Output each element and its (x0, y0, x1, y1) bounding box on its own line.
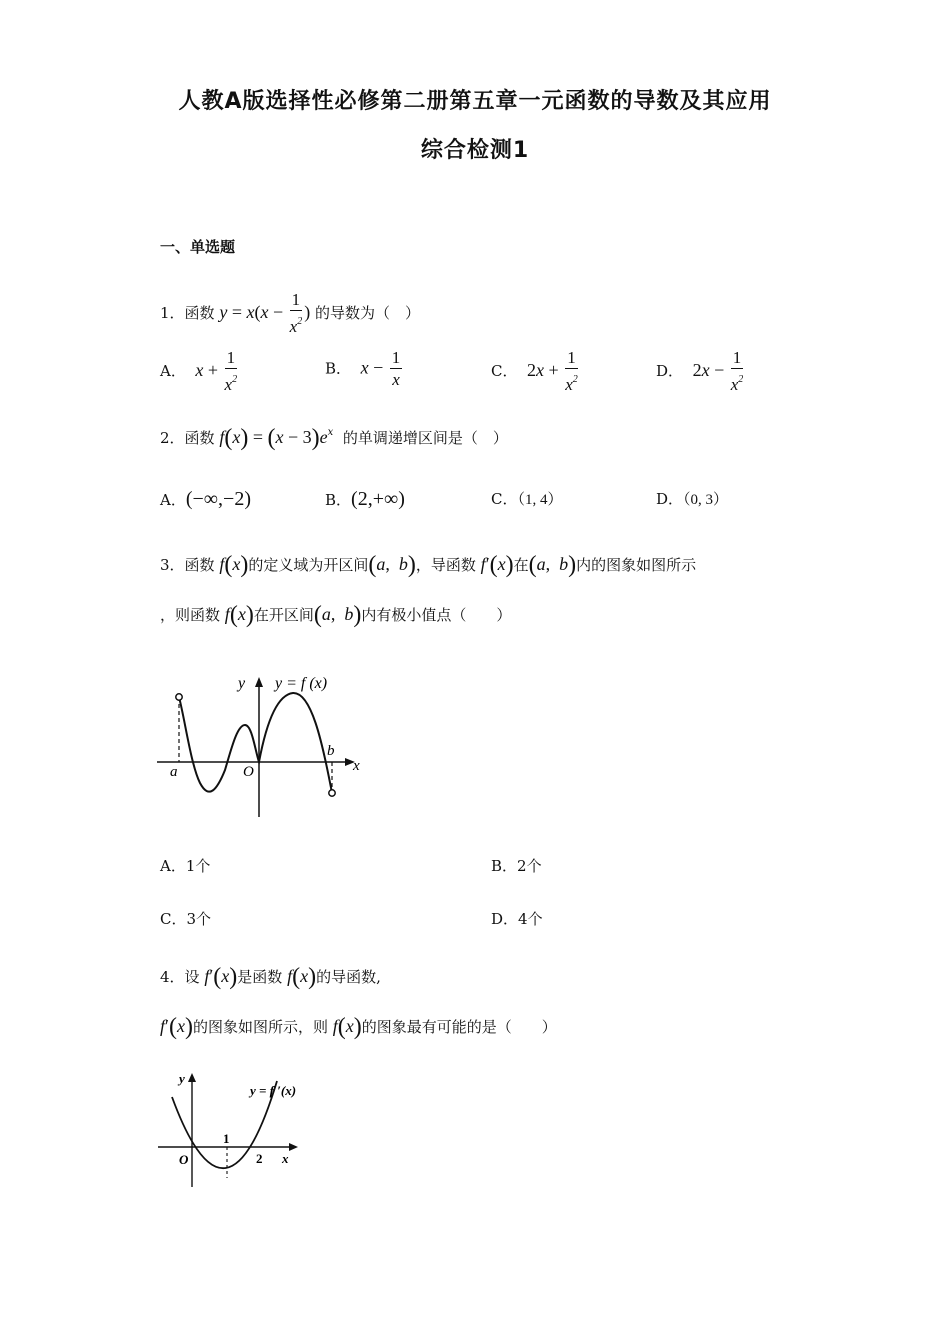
q3-option-a: A．1个 (160, 857, 211, 875)
open-endpoint-a (176, 694, 182, 700)
label-y: y (179, 1071, 185, 1086)
label-a: a (170, 764, 178, 780)
q2-option-c: C．（1, 4） (491, 490, 563, 508)
q4-derivative-graph (155, 1065, 315, 1195)
formula: y (219, 302, 228, 322)
q1-option-a: A． x + $\frac{1}{x^2}$ (160, 348, 238, 394)
label-b: b (327, 743, 335, 759)
label-2: 2 (256, 1151, 263, 1166)
question-3-line1: 3．函数 f(x)的定义域为开区间(a, b)，导函数 f′(x)在(a, b)内的图象如图所示 (160, 552, 697, 578)
fraction: $\frac{1}{x^2}$ (289, 290, 303, 336)
x-axis-arrow (289, 1143, 298, 1151)
label-origin: O (179, 1152, 189, 1167)
question-number: 3． (160, 556, 185, 574)
question-1: 1．函数 y = x(x − $\frac{1}{x^2}$ ) 的导数为（ ） (160, 290, 420, 336)
q1-option-b: B． x − $\frac{1}{x}$ (325, 348, 401, 389)
document-title: 人教A版选择性必修第二册第五章一元函数的导数及其应用 (178, 89, 772, 114)
q1-option-d: D． 2x − $\frac{1}{x^2}$ (656, 348, 744, 394)
q3-derivative-graph (155, 665, 375, 825)
question-number: 4． (160, 968, 185, 986)
q2-option-a: A．(−∞,−2) (160, 488, 251, 510)
label-1: 1 (223, 1131, 230, 1146)
y-axis-arrow (255, 677, 263, 687)
question-3-line2: ，则函数 f(x)在开区间(a, b)内有极小值点（ ） (160, 602, 512, 628)
question-2: 2．函数 $f(x) = (x - 3)e^x$ 的单调递增区间是（ ） (160, 425, 508, 451)
section-heading: 一、单选题 (160, 238, 236, 256)
q2-option-d: D．（0, 3） (656, 490, 729, 508)
document-subtitle: 综合检测1 (420, 138, 530, 163)
label-origin: O (243, 764, 254, 780)
label-function: y = f (x) (275, 675, 328, 692)
q3-option-d: D．4个 (491, 910, 543, 928)
question-4-line1: 4．设 f′(x)是函数 f(x)的导函数, (160, 964, 381, 990)
question-4-line2: f′(x)的图象如图所示，则 f(x)的图象最有可能的是（ ） (160, 1014, 557, 1040)
y-axis-arrow (188, 1073, 196, 1082)
label-x: x (353, 758, 360, 774)
derivative-curve (179, 693, 332, 793)
q1-option-c: C． 2x + $\frac{1}{x^2}$ (491, 348, 578, 394)
q3-option-b: B．2个 (491, 857, 542, 875)
label-function: y = f ′(x) (250, 1083, 297, 1098)
label-x: x (282, 1151, 289, 1166)
question-number: 1． (160, 304, 185, 322)
q2-option-b: B．(2,+∞) (325, 488, 405, 510)
label-y: y (238, 675, 246, 692)
question-number: 2． (160, 429, 185, 447)
open-endpoint-b (329, 790, 335, 796)
q3-option-c: C．3个 (160, 910, 212, 928)
